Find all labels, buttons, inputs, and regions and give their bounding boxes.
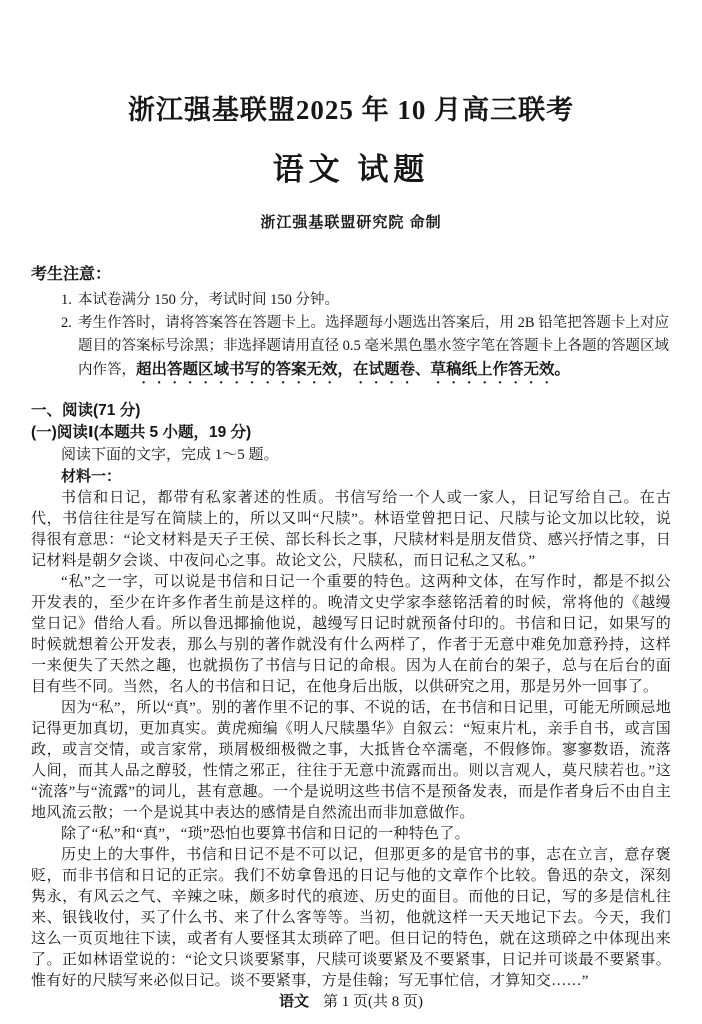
publisher-line: 浙江强基联盟研究院 命制 — [260, 214, 442, 231]
material-paragraph: 因为“私”，所以“真”。别的著作里不记的事、不说的话，在书信和日记里，可能无所顾忌地记得更加真切，更加真实。黄虎痴编《明人尺牍墨华》自叙云：“短束片札，亲手自书，或言国政，或言交情，或言家常，琐屑极细极微之事，大抵皆仓卒濡毫，不假修饰。寥寥数语，流落人间，而其人品之醇驳，性情之邪正，往往于无意中流露而出。则以言观人，莫尺牍若也。”这“流落”与“流露”的词儿，甚有意趣。一个是说明这些书信不是预备发表，而是作者身后不由自主地风流云散；一个是说其中表达的感情是自然流出而非加意做作。 — [31, 700, 672, 821]
subsection-heading: (一)阅读Ⅰ(本题共 5 小题，19 分) — [31, 424, 252, 441]
notice-item-1-number: 1. — [61, 292, 72, 308]
material-paragraph: 书信和日记，都带有私家著述的性质。书信写给一个人或一家人，日记写给自己。在古代，书信往往是写在简牍上的，所以又叫“尺牍”。林语堂曾把日记、尺牍与论文加以比较，说得很有意思：“论文材料是天子王侯、部长科长之事，尺牍材料是朋友借贷、感兴抒情之事，日记材料是朝夕会谈、中夜问心之事。故论文公，尺牍私，而日记私之又私。” — [31, 490, 671, 569]
section-heading: 一、阅读(71 分) — [31, 402, 141, 419]
reading-instruction: 阅读下面的文字，完成 1～5 题。 — [61, 447, 279, 463]
notice-item-2-number: 2. — [61, 315, 72, 331]
notice-item-1-text: 本试卷满分 150 分，考试时间 150 分钟。 — [78, 292, 339, 308]
notice-list — [31, 289, 671, 387]
footer-page-number: 第 1 页(共 8 页) — [323, 994, 423, 1010]
notice-item-2-emphasized-text: 超出答题区域书写的答案无效，在试题卷、草稿纸上作答无效。 — [136, 361, 571, 378]
reading-section — [31, 400, 671, 992]
candidate-notice — [31, 261, 671, 387]
notice-item-1 — [61, 289, 669, 312]
exam-title: 浙江强基联盟2025 年 10 月高三联考 — [127, 95, 575, 125]
notice-item-2-text: 考生作答时，请将答案答在答题卡上。选择题每小题选出答案后，用 2B 铅笔把答题卡上对应题目的答案标号涂黑；非选择题请用直径 0.5 毫米黑色墨水签字笔在答题卡上各题的答题区域内作答， — [78, 315, 669, 378]
material-paragraph: 历史上的大事件，书信和日记不是不可以记，但那更多的是官书的事，志在立言，意存褒贬，而非书信和日记的正宗。我们不妨拿鲁迅的日记与他的文章作个比较。鲁迅的杂文，深刻隽永，有风云之气、辛辣之味，颇多时代的痕迹、历史的面目。而他的日记，写的多是信札往来、银钱收付，买了什么书、来了什么客等等。当初，他就这样一天天地记下去。今天，我们这么一页页地往下读，或者有人要怪其太琐碎了吧。但日记的特色，就在这琐碎之中体现出来了。正如林语堂说的：“论文只谈要紧事，尺牍可谈要紧及不要紧事，日记并可谈最不要紧事。惟有好的尺牍写来必似日记。谈不要紧事，方是佳翰；写无事忙信，才算知交……” — [31, 847, 671, 989]
material-paragraph: 除了“私”和“真”，“琐”恐怕也要算书信和日记的一种特色了。 — [61, 826, 470, 842]
material-one-label: 材料一： — [61, 468, 122, 485]
material-paragraph: “私”之一字，可以说是书信和日记一个重要的特色。这两种文体，在写作时，都是不拟公开发表的，至少在许多作者生前是这样的。晚清文史学家李慈铭活着的时候，常将他的《越缦堂日记》借给人看。所以鲁迅揶揄他说，越缦写日记时就预备付印的。书信和日记，如果写的时候就想着公开发表，那么与别的著作就没有什么两样了，作者于无意中难免加意矜持，这样一来便失了天然之趣，也就损伤了书信与日记的命根。因为人在前台的架子，总与在后台的面目有些不同。当然，名人的书信和日记，在他身后出版，以供研究之用，那是另外一回事了。 — [31, 574, 671, 695]
page-footer — [0, 990, 702, 1011]
subject-title: 语文 试题 — [272, 152, 430, 187]
notice-item-2 — [61, 312, 669, 387]
notice-heading: 考生注意： — [31, 266, 112, 283]
footer-subject-label: 语文 — [278, 993, 309, 1010]
